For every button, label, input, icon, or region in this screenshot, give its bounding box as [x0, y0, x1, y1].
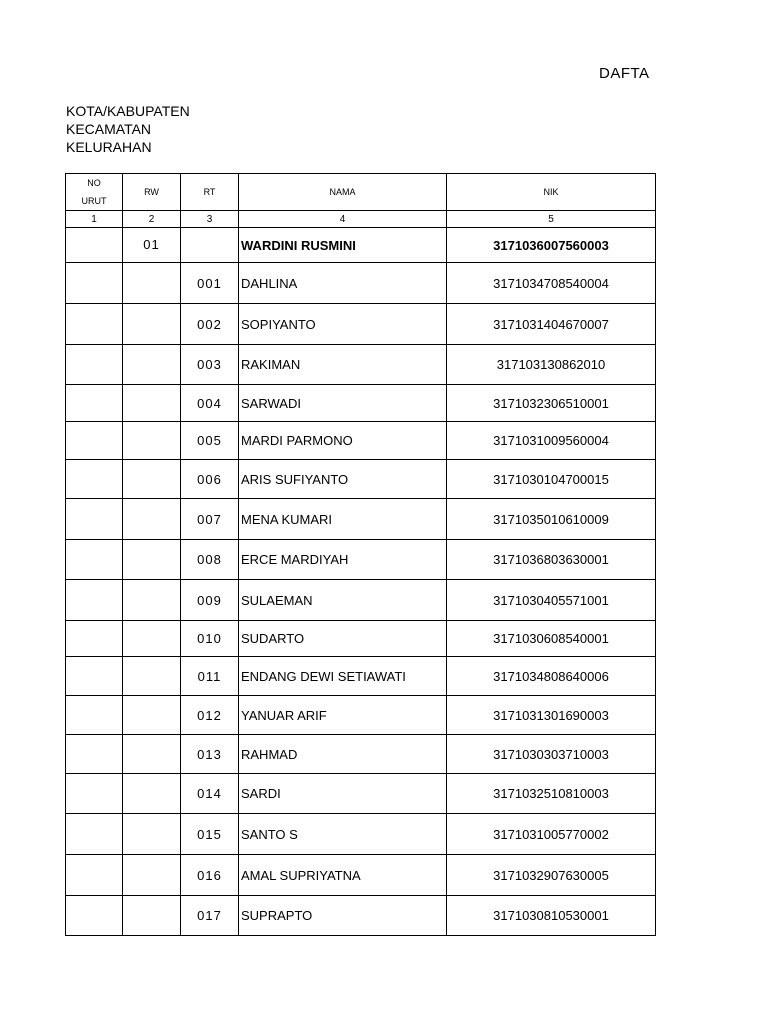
cell-nama: ENDANG DEWI SETIAWATI	[239, 657, 447, 696]
cell-nik: 3171032306510001	[447, 385, 656, 422]
cell-no-urut	[66, 540, 123, 580]
cell-nama: SULAEMAN	[239, 580, 447, 621]
document-title: DAFTA	[599, 65, 650, 82]
cell-no-urut	[66, 580, 123, 621]
cell-rt: 008	[181, 540, 239, 580]
cell-nama: RAHMAD	[239, 735, 447, 774]
table-row	[66, 580, 656, 621]
cell-rw	[123, 696, 181, 735]
column-number: 5	[447, 211, 656, 228]
kecamatan-label: KECAMATAN	[66, 121, 152, 137]
table-row	[66, 540, 656, 580]
cell-no-urut	[66, 696, 123, 735]
table-row	[66, 657, 656, 696]
cell-rw: 01	[123, 228, 181, 263]
cell-rw	[123, 540, 181, 580]
cell-rt: 009	[181, 580, 239, 621]
cell-nik: 3171030104700015	[447, 460, 656, 499]
cell-rw	[123, 304, 181, 345]
cell-nama: SUDARTO	[239, 621, 447, 657]
cell-rt: 010	[181, 621, 239, 657]
cell-no-urut	[66, 621, 123, 657]
cell-nama: SARDI	[239, 774, 447, 814]
column-number: 3	[181, 211, 239, 228]
table-row	[66, 814, 656, 855]
cell-rt: 013	[181, 735, 239, 774]
table-row	[66, 385, 656, 422]
cell-nik: 3171030303710003	[447, 735, 656, 774]
cell-nik: 3171031009560004	[447, 422, 656, 460]
cell-nama: SARWADI	[239, 385, 447, 422]
table-row	[66, 304, 656, 345]
cell-nik: 3171036803630001	[447, 540, 656, 580]
cell-rt: 004	[181, 385, 239, 422]
cell-no-urut	[66, 385, 123, 422]
cell-rt: 002	[181, 304, 239, 345]
cell-nama: DAHLINA	[239, 263, 447, 304]
cell-nama: SUPRAPTO	[239, 896, 447, 936]
cell-no-urut	[66, 814, 123, 855]
cell-nik: 3171036007560003	[447, 228, 656, 263]
cell-rt: 017	[181, 896, 239, 936]
cell-rt: 011	[181, 657, 239, 696]
cell-rt: 015	[181, 814, 239, 855]
cell-rt: 006	[181, 460, 239, 499]
cell-nama: SANTO S	[239, 814, 447, 855]
cell-no-urut	[66, 735, 123, 774]
table-row	[66, 263, 656, 304]
rw-lead-row	[66, 228, 656, 263]
header-rw: RW	[123, 174, 181, 211]
table-row	[66, 774, 656, 814]
cell-nama: MARDI PARMONO	[239, 422, 447, 460]
cell-rw	[123, 345, 181, 385]
cell-no-urut	[66, 263, 123, 304]
cell-nik: 3171030405571001	[447, 580, 656, 621]
cell-nik: 3171032510810003	[447, 774, 656, 814]
cell-rt: 005	[181, 422, 239, 460]
cell-rw	[123, 814, 181, 855]
cell-no-urut	[66, 228, 123, 263]
table-row	[66, 896, 656, 936]
cell-no-urut	[66, 499, 123, 540]
cell-nama: ARIS SUFIYANTO	[239, 460, 447, 499]
cell-rw	[123, 855, 181, 896]
cell-nik: 3171034808640006	[447, 657, 656, 696]
cell-nama: YANUAR ARIF	[239, 696, 447, 735]
cell-rw	[123, 896, 181, 936]
cell-rt: 014	[181, 774, 239, 814]
cell-nama: RAKIMAN	[239, 345, 447, 385]
cell-rt: 012	[181, 696, 239, 735]
cell-nik: 3171034708540004	[447, 263, 656, 304]
cell-nama: ERCE MARDIYAH	[239, 540, 447, 580]
header-nama: NAMA	[239, 174, 447, 211]
header-no-urut	[66, 174, 123, 211]
cell-no-urut	[66, 896, 123, 936]
cell-rw	[123, 385, 181, 422]
cell-rw	[123, 657, 181, 696]
cell-rw	[123, 774, 181, 814]
table-row	[66, 855, 656, 896]
cell-nik: 3171030608540001	[447, 621, 656, 657]
cell-no-urut	[66, 657, 123, 696]
table-row	[66, 422, 656, 460]
column-number: 2	[123, 211, 181, 228]
cell-nik: 3171031301690003	[447, 696, 656, 735]
cell-no-urut	[66, 774, 123, 814]
cell-rw	[123, 422, 181, 460]
cell-rt: 003	[181, 345, 239, 385]
resident-table	[65, 173, 656, 936]
cell-rt: 001	[181, 263, 239, 304]
cell-rw	[123, 735, 181, 774]
cell-no-urut	[66, 304, 123, 345]
cell-nik: 3171035010610009	[447, 499, 656, 540]
cell-rw	[123, 499, 181, 540]
header-no-urut-line1: NO	[87, 178, 101, 188]
cell-rt: 007	[181, 499, 239, 540]
column-number: 4	[239, 211, 447, 228]
cell-rw	[123, 460, 181, 499]
header-no-urut-line2: URUT	[81, 196, 107, 206]
cell-nama: SOPIYANTO	[239, 304, 447, 345]
cell-no-urut	[66, 460, 123, 499]
kelurahan-label: KELURAHAN	[66, 139, 152, 155]
cell-nik: 3171031005770002	[447, 814, 656, 855]
header-nik: NIK	[447, 174, 656, 211]
cell-nama: WARDINI RUSMINI	[239, 228, 447, 263]
table-row	[66, 345, 656, 385]
cell-nik: 3171030810530001	[447, 896, 656, 936]
table-row	[66, 499, 656, 540]
cell-nama: MENA KUMARI	[239, 499, 447, 540]
header-rt: RT	[181, 174, 239, 211]
kota-kabupaten-label: KOTA/KABUPATEN	[66, 103, 190, 119]
cell-nik: 3171031404670007	[447, 304, 656, 345]
cell-nik: 317103130862010	[447, 345, 656, 385]
cell-rw	[123, 580, 181, 621]
cell-nik: 3171032907630005	[447, 855, 656, 896]
cell-rt: 016	[181, 855, 239, 896]
cell-no-urut	[66, 345, 123, 385]
cell-no-urut	[66, 855, 123, 896]
table-row	[66, 735, 656, 774]
cell-no-urut	[66, 422, 123, 460]
header-row	[66, 174, 656, 211]
table-row	[66, 696, 656, 735]
cell-rw	[123, 621, 181, 657]
table-row	[66, 621, 656, 657]
cell-rt	[181, 228, 239, 263]
column-number: 1	[66, 211, 123, 228]
column-number-row	[66, 211, 656, 228]
cell-rw	[123, 263, 181, 304]
location-labels	[66, 102, 190, 156]
table-row	[66, 460, 656, 499]
cell-nama: AMAL SUPRIYATNA	[239, 855, 447, 896]
